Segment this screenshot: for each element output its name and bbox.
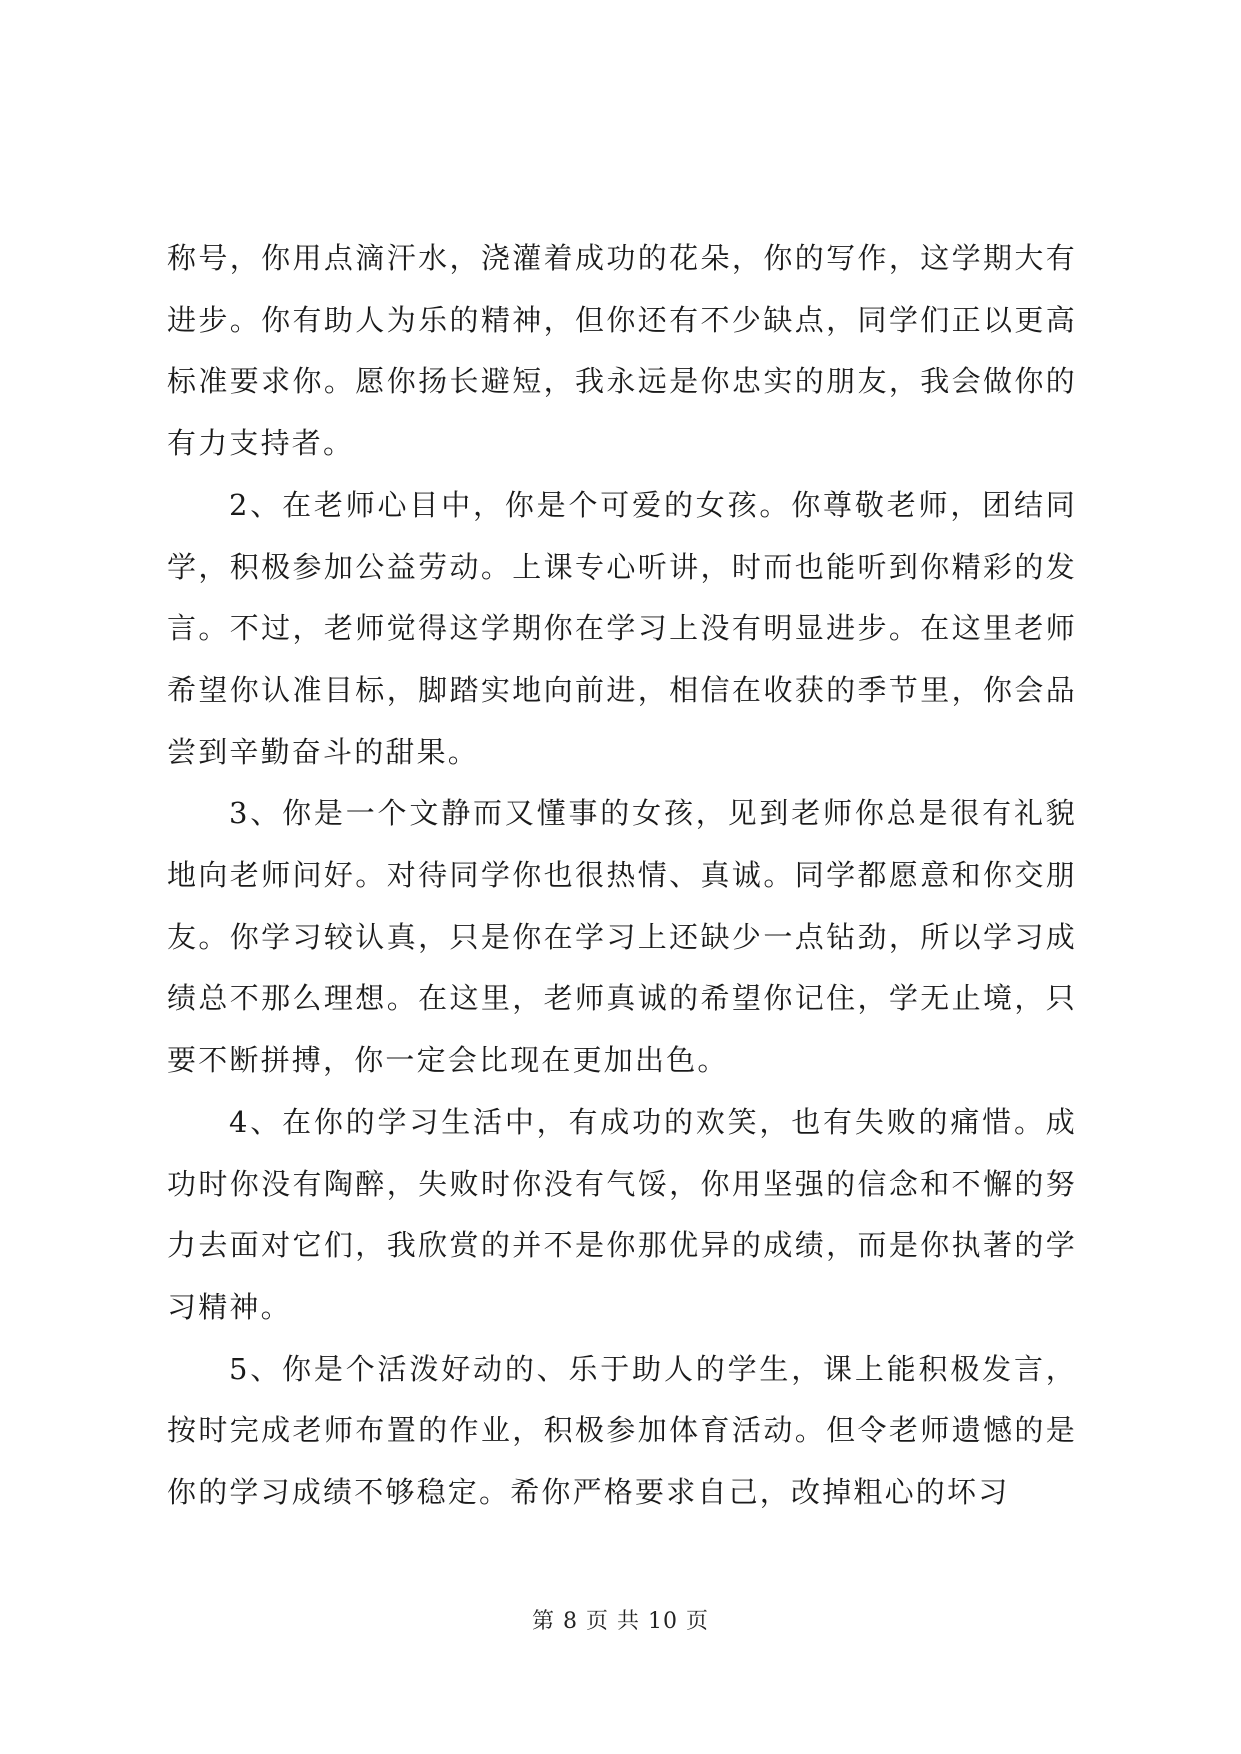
- paragraph-continuation: 称号，你用点滴汗水，浇灌着成功的花朵，你的写作，这学期大有进步。你有助人为乐的精神，但你还有不少缺点，同学们正以更高标准要求你。愿你扬长避短，我永远是你忠实的朋友，我会做你的有力支持者。: [167, 241, 1077, 461]
- paragraph-comment-2: 2、在老师心目中，你是个可爱的女孩。你尊敬老师，团结同学，积极参加公益劳动。上课专心听讲，时而也能听到你精彩的发言。不过，老师觉得这学期你在学习上没有明显进步。在这里老师希望你认准目标，脚踏实地向前进，相信在收获的季节里，你会品尝到辛勤奋斗的甜果。: [167, 487, 1077, 769]
- paragraph-comment-5: 5、你是个活泼好动的、乐于助人的学生，课上能积极发言，按时完成老师布置的作业，积极参加体育活动。但令老师遗憾的是你的学习成绩不够稳定。希你严格要求自己，改掉粗心的坏习: [167, 1351, 1077, 1510]
- paragraph-comment-4: 4、在你的学习生活中，有成功的欢笑，也有失败的痛惜。成功时你没有陶醉，失败时你没有气馁，你用坚强的信念和不懈的努力去面对它们，我欣赏的并不是你那优异的成绩，而是你执著的学习精神。: [167, 1104, 1077, 1324]
- page-footer: [0, 1604, 1241, 1635]
- document-body: [167, 228, 1077, 1524]
- page-number-label: 第 8 页 共 10 页: [532, 1609, 709, 1634]
- paragraph-comment-3: 3、你是一个文静而又懂事的女孩，见到老师你总是很有礼貌地向老师问好。对待同学你也很热情、真诚。同学都愿意和你交朋友。你学习较认真，只是你在学习上还缺少一点钻劲，所以学习成绩总不那么理想。在这里，老师真诚的希望你记住，学无止境，只要不断拼搏，你一定会比现在更加出色。: [167, 796, 1077, 1078]
